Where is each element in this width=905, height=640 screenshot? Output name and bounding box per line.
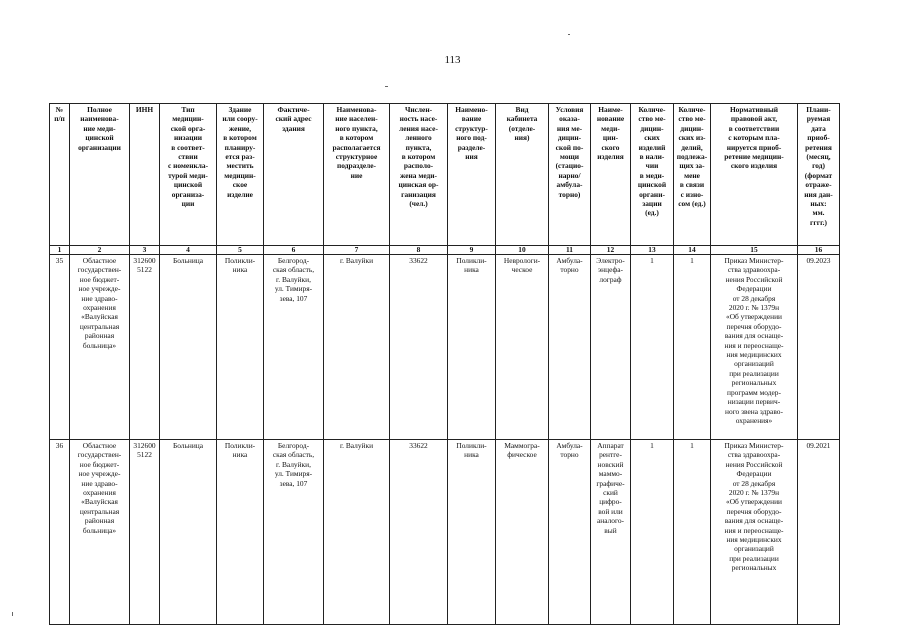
column-number-cell: 4 (160, 246, 217, 255)
column-number-cell: 3 (130, 246, 160, 255)
column-number-cell: 7 (324, 246, 390, 255)
scan-speck (12, 612, 13, 616)
column-number-row (50, 246, 840, 255)
column-number-cell: 10 (496, 246, 549, 255)
table-cell: 36 (50, 440, 70, 625)
medical-equipment-table (49, 103, 840, 625)
table-cell: 09.2023 (798, 255, 840, 440)
header-cell: Условия оказа- ния ме- дицин- ской по- мощи (стацио- нарно/ амбула- торно) (549, 104, 591, 246)
table-cell: Приказ Министер- ства здравоохра- нения Российской Федерации от 28 декабря 2020 г. № 1379н «Об утверждении перечня оборудо- вания для оснаще- ния и переоснаще- ния медицинских организаций при реализации региональных (711, 440, 798, 625)
column-number-cell: 9 (448, 246, 496, 255)
table-cell: Приказ Министер- ства здравоохра- нения Российской Федерации от 28 декабря 2020 г. № 1379н «Об утверждении перечня оборудо- вания для оснаще- ния и переоснаще- ния медицинских организаций при реализации региональных программ модер- низации первич- ного звена здраво- охранения» (711, 255, 798, 440)
table-cell: Неврологи- ческое (496, 255, 549, 440)
header-cell: № п/п (50, 104, 70, 246)
column-number-cell: 12 (591, 246, 631, 255)
column-number-cell: 16 (798, 246, 840, 255)
header-cell: Тип медицин- ской орга- низации в соответ- ствии с номенкла- турой меди- цинской организа- ции (160, 104, 217, 246)
column-number-cell: 1 (50, 246, 70, 255)
table-cell: Больница (160, 255, 217, 440)
table-row (50, 255, 840, 440)
header-cell: Вид кабинета (отделе- ния) (496, 104, 549, 246)
table-cell: Областное государствен- ное бюджет- ное учрежде- ние здраво- охранения «Валуйская центральная районная больница» (70, 440, 130, 625)
table-cell: 09.2021 (798, 440, 840, 625)
table-cell: 1 (631, 255, 674, 440)
table-cell: 33622 (390, 440, 448, 625)
table-header-row (50, 104, 840, 246)
column-number-cell: 6 (264, 246, 324, 255)
header-cell: Полное наименова- ние меди- цинской организации (70, 104, 130, 246)
table-cell: Амбула- торно (549, 440, 591, 625)
header-cell: Наиме- нование меди- цин- ского изделия (591, 104, 631, 246)
table-cell: Маммогра- фическое (496, 440, 549, 625)
header-cell: ИНН (130, 104, 160, 246)
table-cell: Амбула- торно (549, 255, 591, 440)
column-number-cell: 11 (549, 246, 591, 255)
column-number-cell: 5 (217, 246, 264, 255)
header-cell: Количе- ство ме- дицин- ских изделий в нали- чии в меди- цинской органи- зации (ед.) (631, 104, 674, 246)
table-cell: Белгород- ская область, г. Валуйки, ул. Тимиря- зева, 107 (264, 440, 324, 625)
column-number-cell: 13 (631, 246, 674, 255)
table-cell: Поликли- ника (217, 255, 264, 440)
header-cell: Наименова- ние населен- ного пункта, в котором располагается структурное подразделе- ние (324, 104, 390, 246)
header-cell: Нормативный правовой акт, в соответствии с которым пла- нируется приоб- ретение медицин- ского изделия (711, 104, 798, 246)
scan-speck (385, 86, 388, 87)
table-cell: 1 (674, 440, 711, 625)
column-number-cell: 15 (711, 246, 798, 255)
table-cell: 1 (631, 440, 674, 625)
table-cell: Электро- энцефа- лограф (591, 255, 631, 440)
table-cell: Больница (160, 440, 217, 625)
column-number-cell: 14 (674, 246, 711, 255)
column-number-cell: 8 (390, 246, 448, 255)
table-cell: 35 (50, 255, 70, 440)
table-cell: 312600 5122 (130, 255, 160, 440)
table-cell: г. Валуйки (324, 255, 390, 440)
table-row (50, 440, 840, 625)
table-cell: 33622 (390, 255, 448, 440)
page-number: 113 (444, 54, 461, 66)
table-cell: 1 (674, 255, 711, 440)
header-cell: Плани- руемая дата приоб- ретения (месяц, год) (формат отраже- ния дан- ных: мм. гггг.) (798, 104, 840, 246)
table-cell: Поликли- ника (448, 440, 496, 625)
header-cell: Числен- ность насе- ления насе- ленного пункта, в котором располо- жена меди- цинская ор- ганизация (чел.) (390, 104, 448, 246)
header-cell: Здание или соору- жение, в котором планиру- ется раз- местить медицин- ское изделие (217, 104, 264, 246)
column-number-cell: 2 (70, 246, 130, 255)
table-cell: Аппарат рентге- новский маммо- графиче- ский цифро- вой или аналого- вый (591, 440, 631, 625)
header-cell: Количе- ство ме- дицин- ских из- делий, подлежа- щих за- мене в связи с изно- сом (ед.) (674, 104, 711, 246)
header-cell: Фактиче- ский адрес здания (264, 104, 324, 246)
table-cell: Белгород- ская область, г. Валуйки, ул. Тимиря- зева, 107 (264, 255, 324, 440)
scan-speck (568, 34, 570, 35)
header-cell: Наимено- вание структур- ного под- разделе- ния (448, 104, 496, 246)
table-cell: г. Валуйки (324, 440, 390, 625)
table-cell: 312600 5122 (130, 440, 160, 625)
table-cell: Поликли- ника (217, 440, 264, 625)
table-cell: Областное государствен- ное бюджет- ное учрежде- ние здраво- охранения «Валуйская центральная районная больница» (70, 255, 130, 440)
table-cell: Поликли- ника (448, 255, 496, 440)
